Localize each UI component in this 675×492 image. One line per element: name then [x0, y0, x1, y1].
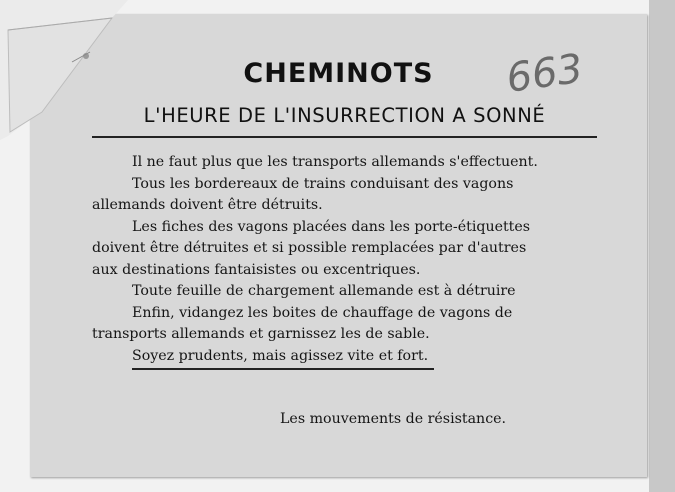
signature: Les mouvements de résistance. — [280, 411, 507, 427]
body-line: Enfin, vidangez les boites de chauffage de vagons de — [132, 304, 513, 321]
tract-subtitle: L'HEURE DE L'INSURRECTION A SONNÉ — [143, 104, 546, 127]
tract-title: CHEMINOTS — [243, 58, 434, 89]
body-line: Les fiches des vagons placées dans les porte-étiquettes — [132, 218, 531, 235]
body-line: Il ne faut plus que les transports allemands s'effectuent. — [132, 154, 538, 170]
tract-body — [92, 152, 604, 370]
body-line: transports allemands et garnissez les de sable. — [92, 326, 430, 342]
body-line: doivent être détruites et si possible remplacées par d'autres — [92, 240, 527, 256]
subtitle-underline — [92, 136, 597, 138]
closing-line: Soyez prudents, mais agissez vite et fort. — [132, 346, 434, 371]
body-line: aux destinations fantaisistes ou excentriques. — [92, 261, 421, 278]
body-line: Tous les bordereaux de trains conduisant des vagons — [132, 175, 514, 192]
body-line: allemands doivent être détruits. — [92, 197, 323, 213]
handwritten-number-text: 663 — [503, 45, 586, 96]
body-line: Toute feuille de chargement allemande est à détruire — [132, 283, 516, 299]
scan-edge — [649, 0, 675, 492]
